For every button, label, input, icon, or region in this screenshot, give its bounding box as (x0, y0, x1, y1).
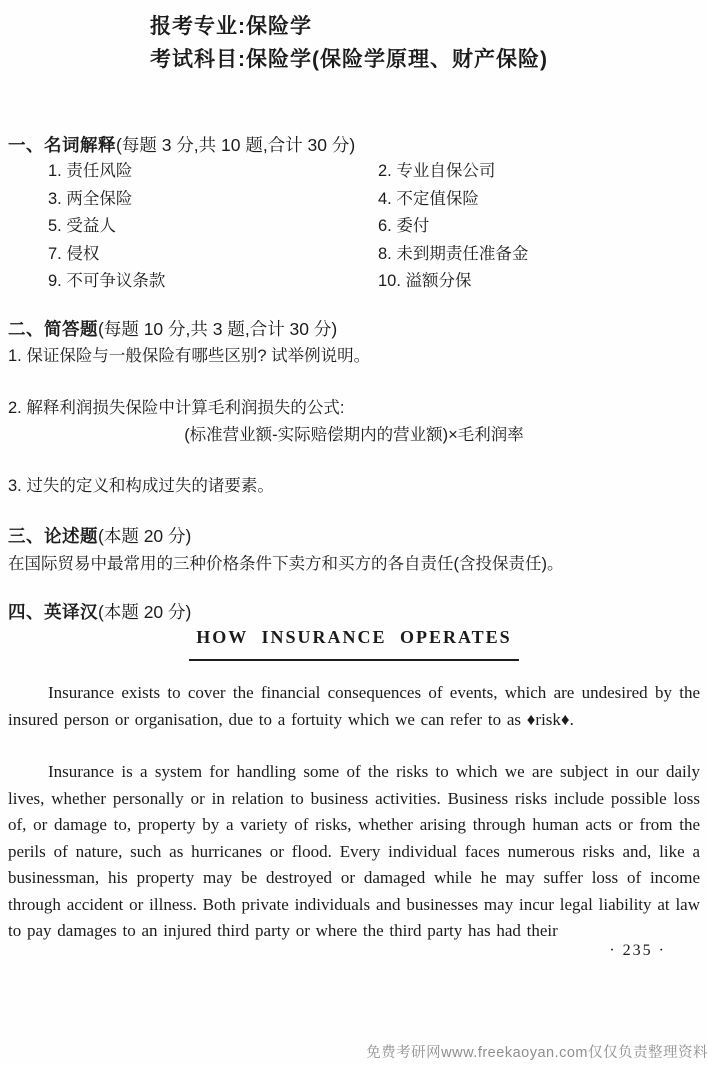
section-translation-heading (8, 600, 191, 624)
terms-list (48, 158, 528, 296)
watermark-text: 免费考研网www.freekaoyan.com仅仅负责整理资料 (366, 1045, 708, 1061)
term-item-5: 5. 受益人 (48, 217, 116, 235)
section-translation-title: 四、英译汉 (8, 602, 98, 622)
term-item-2: 2. 专业自保公司 (378, 162, 496, 180)
exam-header (150, 10, 548, 76)
short-answer-question-1: 1. 保证保险与一般保险有哪些区别? 试举例说明。 (8, 347, 371, 365)
gross-profit-loss-formula: (标准营业额-实际赔偿期内的营业额)×毛利润率 (184, 426, 524, 444)
term-item-3: 3. 两全保险 (48, 189, 133, 208)
section-terms-heading (8, 133, 355, 157)
passage-paragraph-1: Insurance exists to cover the financial consequences of events, which are undesired by the insured person or organisation, due to a fortuity which we can refer to as ♦risk♦. (8, 683, 700, 729)
passage-title-rule (189, 659, 519, 661)
term-item-10: 10. 溢额分保 (378, 272, 472, 290)
term-item-4: 4. 不定值保险 (378, 189, 479, 208)
page-number: · 235 · (609, 942, 666, 959)
section-short-answer-meta: (每题 10 分,共 3 题,合计 30 分) (98, 319, 338, 339)
section-short-answer-heading (8, 317, 337, 341)
passage-paragraph-2: Insurance is a system for handling some of the risks to which we are subject in our daily lives, whether personally or in relation to business activities. Business risks include possible loss of, or damage to, property by a variety of risks, whether arising through human acts or from the perils of nature, such as hurricanes or flood. Every individual faces numerous risks and, like a businessman, his property may be destroyed or damaged while he may suffer loss of income through accident or illness. Both private individuals and businesses may incur legal liability at law to pay damages to an injured third party or where the third party has had their (8, 762, 700, 940)
term-item-1: 1. 责任风险 (48, 162, 133, 180)
section-essay-heading (8, 524, 191, 548)
section-short-answer-title: 二、简答题 (8, 319, 98, 339)
short-answer-question-2: 2. 解释利润损失保险中计算毛利润损失的公式: (8, 399, 345, 417)
term-item-7: 7. 侵权 (48, 244, 100, 263)
section-translation-meta: (本题 20 分) (98, 602, 192, 622)
term-item-6: 6. 委付 (378, 217, 430, 235)
section-essay-title: 三、论述题 (8, 526, 98, 546)
section-terms-title: 一、名词解释 (8, 135, 116, 155)
exam-subject-line: 考试科目:保险学(保险学原理、财产保险) (150, 48, 548, 71)
section-essay-meta: (本题 20 分) (98, 526, 192, 546)
term-item-9: 9. 不可争议条款 (48, 272, 166, 290)
short-answer-question-3: 3. 过失的定义和构成过失的诸要素。 (8, 477, 274, 495)
passage-title: HOW INSURANCE OPERATES (196, 627, 512, 647)
exam-major-line: 报考专业:保险学 (150, 15, 312, 38)
essay-question: 在国际贸易中最常用的三种价格条件下卖方和买方的各自责任(含投保责任)。 (8, 555, 564, 573)
term-item-8: 8. 未到期责任准备金 (378, 244, 529, 263)
section-terms-meta: (每题 3 分,共 10 题,合计 30 分) (116, 135, 356, 155)
